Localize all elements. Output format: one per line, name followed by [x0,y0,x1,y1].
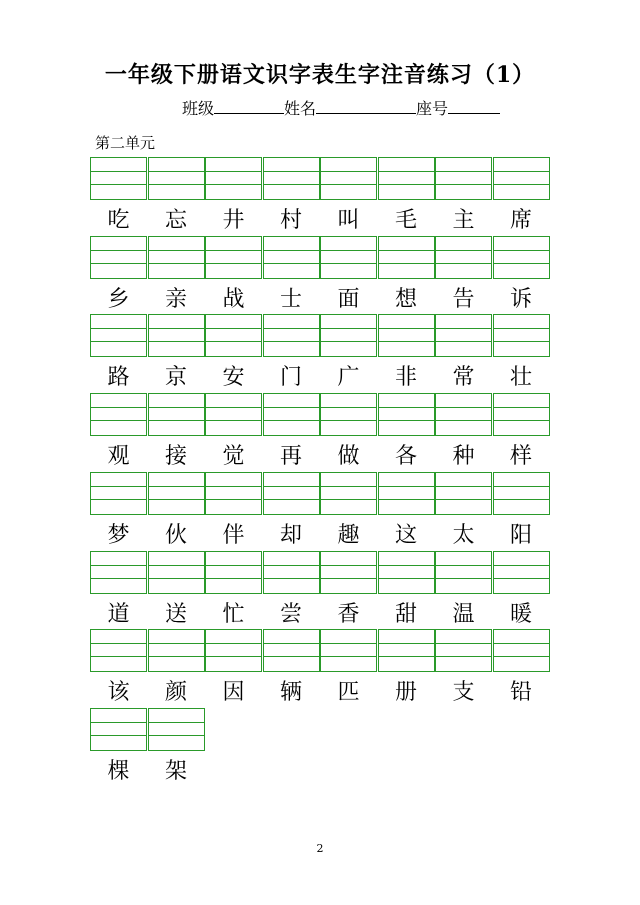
guide-line [91,565,146,566]
hanzi-character: 观 [107,444,130,470]
guide-line [494,171,549,172]
pinyin-writing-box[interactable] [493,236,550,279]
pinyin-writing-box[interactable] [263,393,320,436]
pinyin-writing-box[interactable] [435,629,492,672]
hanzi-character: 觉 [222,444,245,470]
guide-line [149,565,204,566]
pinyin-writing-box[interactable] [493,472,550,515]
guide-line [494,578,549,579]
guide-line [149,486,204,487]
hanzi-character: 伴 [222,522,245,548]
pinyin-writing-box[interactable] [435,157,492,200]
pinyin-writing-box[interactable] [263,551,320,594]
hanzi-character: 趣 [337,522,360,548]
pinyin-writing-box[interactable] [435,472,492,515]
guide-line [494,420,549,421]
guide-line [91,499,146,500]
hanzi-character: 样 [509,444,532,470]
guide-line [494,407,549,408]
pinyin-writing-box[interactable] [378,629,435,672]
pinyin-writing-box[interactable] [435,236,492,279]
pinyin-writing-box[interactable] [320,157,377,200]
hanzi-character: 壮 [509,365,532,391]
class-label: 班级 [182,99,215,118]
guide-line [436,263,491,264]
pinyin-writing-box[interactable] [205,629,262,672]
guide-line [436,407,491,408]
guide-line [206,420,261,421]
guide-line [379,184,434,185]
guide-line [321,171,376,172]
student-info [182,96,500,119]
guide-line [206,184,261,185]
guide-line [149,263,204,264]
hanzi-character: 这 [394,522,417,548]
pinyin-writing-box[interactable] [320,472,377,515]
guide-line [264,184,319,185]
pinyin-writing-box[interactable] [205,393,262,436]
hanzi-character: 匹 [337,680,360,706]
hanzi-character: 甜 [394,601,417,627]
hanzi-character: 非 [394,365,417,391]
pinyin-writing-box[interactable] [320,551,377,594]
hanzi-character: 乡 [107,286,130,312]
hanzi-character: 告 [452,286,475,312]
guide-line [321,486,376,487]
guide-line [436,578,491,579]
pinyin-writing-box[interactable] [90,393,147,436]
guide-line [91,341,146,342]
guide-line [379,420,434,421]
hanzi-character: 村 [279,208,302,233]
guide-line [206,328,261,329]
hanzi-character: 铅 [509,680,532,706]
pinyin-writing-box[interactable] [493,157,550,200]
guide-line [264,341,319,342]
seat-blank [448,99,500,114]
hanzi-character: 颜 [164,680,187,706]
guide-line [436,486,491,487]
guide-line [91,643,146,644]
name-blank [316,99,416,114]
hanzi-character: 想 [394,286,417,312]
guide-line [91,656,146,657]
pinyin-writing-box[interactable] [263,314,320,357]
hanzi-character: 辆 [279,680,302,706]
guide-line [321,656,376,657]
pinyin-writing-box[interactable] [378,551,435,594]
guide-line [149,184,204,185]
pinyin-writing-box[interactable] [320,393,377,436]
hanzi-character: 送 [164,601,187,627]
guide-line [494,643,549,644]
guide-line [321,499,376,500]
guide-line [91,578,146,579]
guide-line [91,722,146,723]
pinyin-writing-box[interactable] [435,393,492,436]
guide-line [264,565,319,566]
hanzi-character: 各 [394,444,417,470]
guide-line [264,656,319,657]
guide-line [379,578,434,579]
guide-line [264,643,319,644]
hanzi-character: 册 [394,680,417,706]
hanzi-character: 伙 [164,522,187,548]
pinyin-writing-box[interactable] [90,236,147,279]
hanzi-character: 却 [279,522,302,548]
hanzi-character: 暖 [509,601,532,627]
guide-line [436,643,491,644]
hanzi-character: 诉 [509,286,532,312]
pinyin-writing-box[interactable] [148,236,205,279]
guide-line [206,250,261,251]
pinyin-writing-box[interactable] [263,157,320,200]
guide-line [206,341,261,342]
guide-line [149,643,204,644]
guide-line [206,656,261,657]
guide-line [149,722,204,723]
pinyin-writing-box[interactable] [90,708,147,751]
pinyin-writing-box[interactable] [378,236,435,279]
guide-line [321,250,376,251]
pinyin-writing-box[interactable] [90,157,147,200]
hanzi-character: 温 [452,601,475,627]
guide-line [91,486,146,487]
pinyin-writing-box[interactable] [493,551,550,594]
guide-line [436,184,491,185]
guide-line [149,407,204,408]
hanzi-character: 该 [107,680,130,706]
pinyin-writing-box[interactable] [148,393,205,436]
guide-line [206,486,261,487]
guide-line [436,499,491,500]
pinyin-writing-box[interactable] [378,393,435,436]
hanzi-character: 再 [279,444,302,470]
pinyin-writing-box[interactable] [205,551,262,594]
pinyin-writing-box[interactable] [320,314,377,357]
guide-line [494,341,549,342]
hanzi-character: 战 [222,286,245,312]
guide-line [436,565,491,566]
pinyin-writing-box[interactable] [378,157,435,200]
pinyin-writing-box[interactable] [90,629,147,672]
pinyin-writing-box[interactable] [378,472,435,515]
hanzi-character: 做 [337,444,360,470]
hanzi-character: 接 [164,444,187,470]
guide-line [494,565,549,566]
guide-line [264,486,319,487]
guide-line [206,171,261,172]
guide-line [91,420,146,421]
hanzi-character: 梦 [107,522,130,548]
guide-line [264,578,319,579]
pinyin-writing-box[interactable] [435,551,492,594]
guide-line [264,328,319,329]
guide-line [321,184,376,185]
hanzi-character: 主 [452,208,475,233]
hanzi-character: 常 [452,365,475,391]
guide-line [321,565,376,566]
guide-line [494,250,549,251]
guide-line [321,328,376,329]
hanzi-character: 叫 [337,208,360,233]
hanzi-character: 面 [337,286,360,312]
pinyin-writing-box[interactable] [148,551,205,594]
unit-label: 第二单元 [95,134,156,152]
hanzi-character: 阳 [509,522,532,548]
hanzi-character: 席 [509,208,532,233]
guide-line [494,486,549,487]
hanzi-character: 井 [222,208,245,233]
hanzi-character: 士 [279,286,302,312]
guide-line [379,407,434,408]
guide-line [149,250,204,251]
guide-line [91,407,146,408]
hanzi-character: 棵 [107,758,130,784]
guide-line [264,250,319,251]
guide-line [436,420,491,421]
guide-line [206,565,261,566]
guide-line [206,263,261,264]
guide-line [321,341,376,342]
guide-line [494,656,549,657]
hanzi-character: 尝 [279,601,302,627]
guide-line [149,341,204,342]
guide-line [379,171,434,172]
pinyin-writing-box[interactable] [205,236,262,279]
pinyin-writing-box[interactable] [493,393,550,436]
pinyin-writing-box[interactable] [205,314,262,357]
hanzi-character: 因 [222,680,245,706]
pinyin-writing-box[interactable] [148,472,205,515]
pinyin-writing-box[interactable] [90,551,147,594]
hanzi-character: 毛 [394,208,417,233]
guide-line [379,250,434,251]
pinyin-writing-box[interactable] [148,708,205,751]
guide-line [264,263,319,264]
seat-label: 座号 [416,99,449,118]
guide-line [321,420,376,421]
guide-line [149,328,204,329]
pinyin-writing-box[interactable] [90,472,147,515]
guide-line [91,263,146,264]
guide-line [264,420,319,421]
guide-line [206,499,261,500]
pinyin-writing-box[interactable] [205,157,262,200]
guide-line [379,263,434,264]
guide-line [494,499,549,500]
pinyin-writing-box[interactable] [493,629,550,672]
hanzi-character: 吃 [107,208,130,233]
guide-line [264,171,319,172]
guide-line [379,328,434,329]
hanzi-character: 太 [452,522,475,548]
guide-line [149,656,204,657]
hanzi-character: 路 [107,365,130,391]
pinyin-writing-box[interactable] [320,629,377,672]
pinyin-writing-box[interactable] [435,314,492,357]
hanzi-character: 道 [107,601,130,627]
guide-line [436,250,491,251]
guide-line [91,328,146,329]
guide-line [206,407,261,408]
guide-line [149,171,204,172]
guide-line [494,328,549,329]
hanzi-character: 支 [452,680,475,706]
guide-line [264,407,319,408]
guide-line [379,499,434,500]
guide-line [379,643,434,644]
pinyin-writing-box[interactable] [263,472,320,515]
guide-line [436,171,491,172]
guide-line [436,341,491,342]
page-number: 2 [316,842,324,855]
guide-line [436,656,491,657]
guide-line [206,643,261,644]
guide-line [379,565,434,566]
pinyin-writing-box[interactable] [493,314,550,357]
guide-line [436,328,491,329]
guide-line [379,656,434,657]
hanzi-character: 香 [337,601,360,627]
guide-line [321,263,376,264]
pinyin-writing-box[interactable] [90,314,147,357]
guide-line [149,735,204,736]
pinyin-writing-box[interactable] [148,629,205,672]
hanzi-character: 门 [279,365,302,391]
pinyin-writing-box[interactable] [263,629,320,672]
pinyin-writing-box[interactable] [378,314,435,357]
guide-line [91,184,146,185]
guide-line [149,499,204,500]
pinyin-writing-box[interactable] [148,157,205,200]
pinyin-writing-box[interactable] [205,472,262,515]
guide-line [91,250,146,251]
guide-line [149,420,204,421]
pinyin-writing-box[interactable] [263,236,320,279]
guide-line [149,578,204,579]
pinyin-writing-box[interactable] [148,314,205,357]
guide-line [321,407,376,408]
guide-line [494,263,549,264]
name-label: 姓名 [284,99,317,118]
guide-line [264,499,319,500]
hanzi-character: 安 [222,365,245,391]
guide-line [91,171,146,172]
hanzi-character: 忙 [222,601,245,627]
hanzi-character: 忘 [164,208,187,233]
guide-line [321,643,376,644]
hanzi-character: 京 [164,365,187,391]
guide-line [379,341,434,342]
hanzi-character: 亲 [164,286,187,312]
hanzi-character: 架 [164,758,187,784]
page-title: 一年级下册语文识字表生字注音练习（1） [104,62,536,88]
hanzi-character: 广 [337,365,360,391]
guide-line [91,735,146,736]
pinyin-writing-box[interactable] [320,236,377,279]
guide-line [206,578,261,579]
guide-line [321,578,376,579]
guide-line [379,486,434,487]
class-blank [214,99,284,114]
guide-line [494,184,549,185]
hanzi-character: 种 [452,444,475,470]
